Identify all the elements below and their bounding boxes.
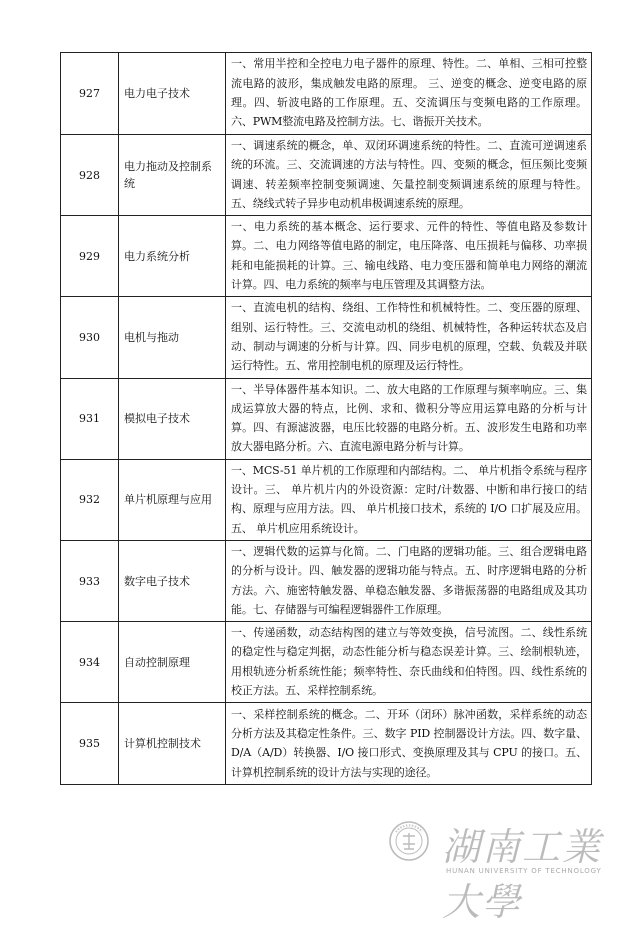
- course-description: 一、采样控制系统的概念。二、开环（闭环）脉冲函数，采样系统的动态分析方法及其稳定性条件。三、数字 PID 控制器设计方法。四、数字量、D/A（A/D）转换器、I/O 接口形式、变换原理及其与 CPU 的接口。五、计算机控制系统的设计方法与实现的途径。: [226, 703, 592, 785]
- course-table: [60, 52, 592, 785]
- course-table-container: [60, 52, 592, 785]
- table-row: [61, 540, 592, 621]
- course-code: 929: [61, 216, 119, 297]
- course-name: 数字电子技术: [119, 540, 226, 621]
- course-code: 933: [61, 540, 119, 621]
- table-row: [61, 135, 592, 216]
- university-seal-icon: [388, 820, 430, 862]
- course-description: 一、逻辑代数的运算与化简。二、门电路的逻辑功能。三、组合逻辑电路的分析与设计。四、触发器的逻辑功能与特点。五、时序逻辑电路的分析方法。六、施密特触发器、单稳态触发器、多谐振荡器的电路组成及其功能。七、存储器与可编程逻辑器件工作原理。: [226, 540, 592, 621]
- table-row: [61, 53, 592, 135]
- course-code: 928: [61, 135, 119, 216]
- university-english-name: HUNAN UNIVERSITY OF TECHNOLOGY: [446, 867, 602, 875]
- course-name: 电机与拖动: [119, 297, 226, 378]
- course-code: 927: [61, 53, 119, 135]
- course-code: 931: [61, 378, 119, 459]
- table-row: [61, 622, 592, 703]
- course-name: 电力系统分析: [119, 216, 226, 297]
- course-name: 单片机原理与应用: [119, 459, 226, 540]
- course-code: 932: [61, 459, 119, 540]
- course-description: 一、电力系统的基本概念、运行要求、元件的特性、等值电路及参数计算。二、电力网络等值电路的制定，电压降落、电压损耗与偏移、功率损耗和电能损耗的计算。三、输电线路、电力变压器和简单电力网络的潮流计算。四、电力系统的频率与电压管理及其调整方法。: [226, 216, 592, 297]
- course-code: 935: [61, 703, 119, 785]
- course-name: 电力拖动及控制系统: [119, 135, 226, 216]
- course-description: 一、直流电机的结构、绕组、工作特性和机械特性。二、变压器的原理、组别、运行特性。三、交流电动机的绕组、机械特性，各种运转状态及启动、制动与调速的分析与计算。四、同步电机的原理，空载、负载及并联运行特性。五、常用控制电机的原理及运行特性。: [226, 297, 592, 378]
- course-name: 计算机控制技术: [119, 703, 226, 785]
- course-name: 模拟电子技术: [119, 378, 226, 459]
- table-row: [61, 297, 592, 378]
- course-code: 930: [61, 297, 119, 378]
- course-description: 一、半导体器件基本知识。二、放大电路的工作原理与频率响应。三、集成运算放大器的特点，比例、求和、微积分等应用运算电路的分析与计算。四、有源滤波器，电压比较器的电路分析。五、波形发生电路和功率放大器电路分析。六、直流电源电路分析与计算。: [226, 378, 592, 459]
- course-description: 一、传递函数，动态结构图的建立与等效变换，信号流图。二、线性系统的稳定性与稳定判据，动态性能分析与稳态误差计算。三、绘制根轨迹，用根轨迹分析系统性能；频率特性、奈氏曲线和伯特图。四、线性系统的校正方法。五、采样控制系统。: [226, 622, 592, 703]
- table-row: [61, 216, 592, 297]
- course-description: 一、常用半控和全控电力电子器件的原理、特性。二、单相、三相可控整流电路的波形，集成触发电路的原理。 三、逆变的概念、逆变电路的原理。四、斩波电路的工作原理。五、交流调压与变频电路的工作原理。六、PWM整流电路及控制方法。七、谐振开关技术。: [226, 53, 592, 135]
- course-description: 一、调速系统的概念，单、双闭环调速系统的特性。二、直流可逆调速系统的环流。三、交流调速的方法与特性。四、变频的概念，恒压频比变频调速、转差频率控制变频调速、矢量控制变频调速系统的原理与特性。五、绕线式转子异步电动机串极调速系统的原理。: [226, 135, 592, 216]
- course-code: 934: [61, 622, 119, 703]
- table-row: [61, 459, 592, 540]
- university-wordmark: 湖南工業大學: [442, 825, 603, 924]
- table-row: [61, 378, 592, 459]
- course-name: 电力电子技术: [119, 53, 226, 135]
- course-name: 自动控制原理: [119, 622, 226, 703]
- course-description: 一、MCS-51 单片机的工作原理和内部结构。二、 单片机指令系统与程序设计。三、 单片机片内的外设资源：定时/计数器、中断和串行接口的结构、原理与应用方法。四、 单片机接口技术，系统的 I/O 口扩展及应用。五、 单片机应用系统设计。: [226, 459, 592, 540]
- table-row: [61, 703, 592, 785]
